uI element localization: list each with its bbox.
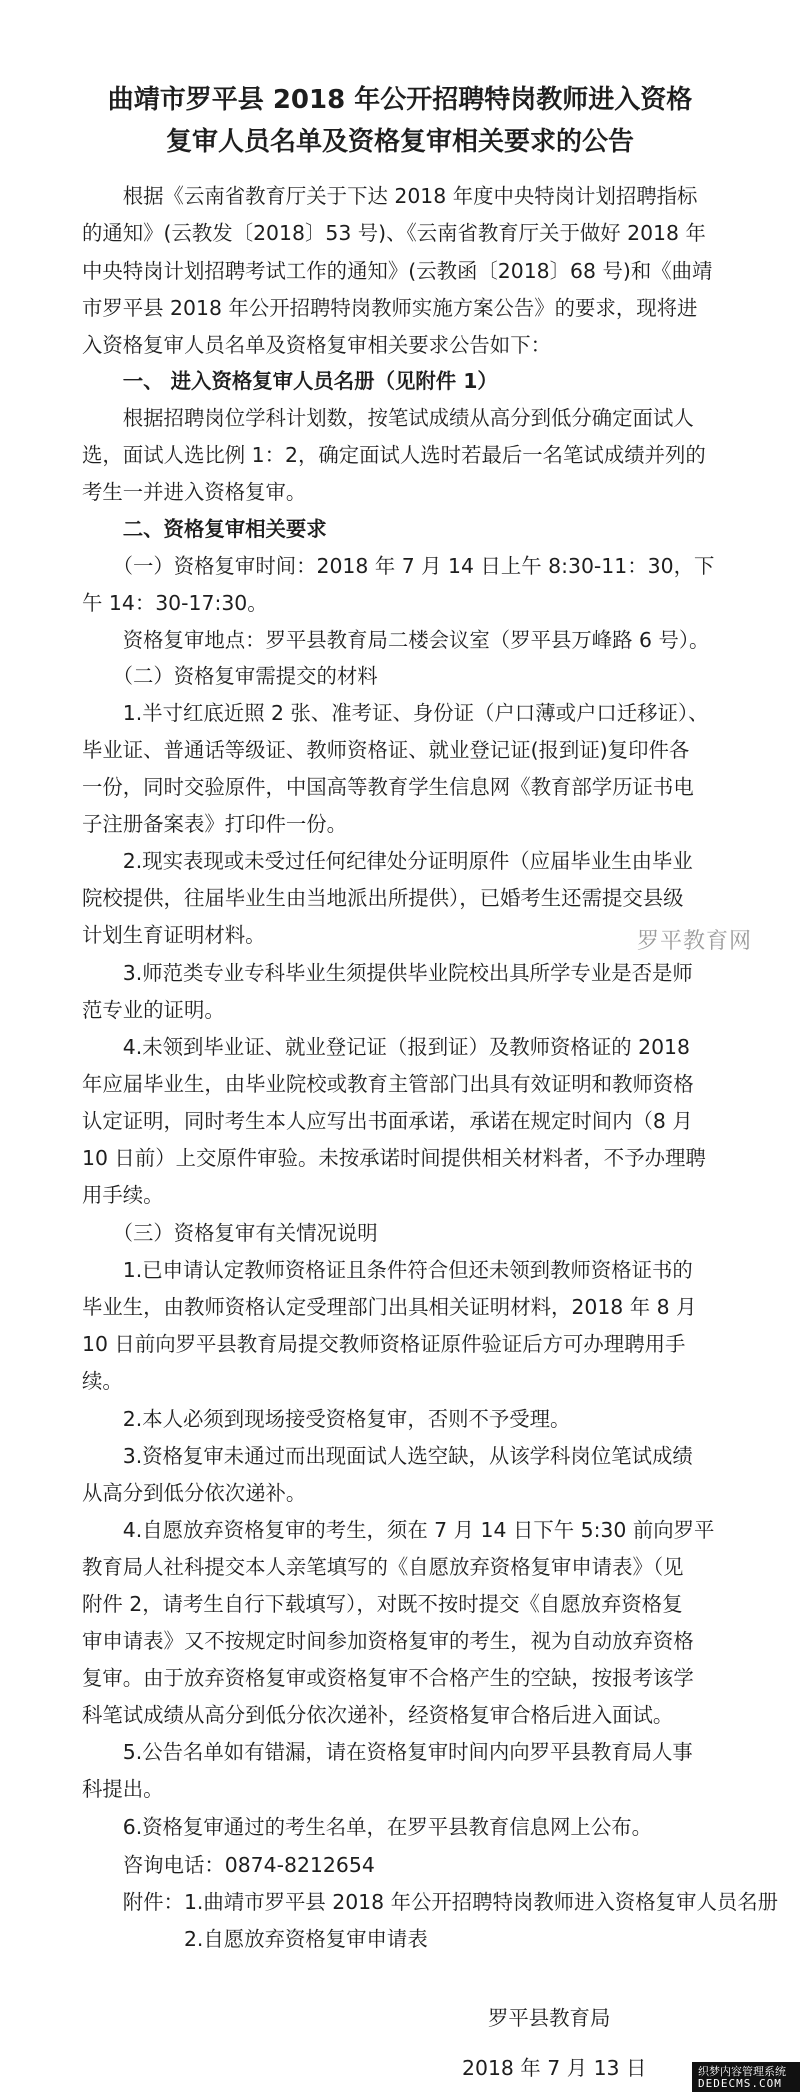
paragraph-line: 子注册备案表》打印件一份。 (82, 812, 348, 836)
paragraph-line: 1.半寸红底近照 2 张、准考证、身份证（户口薄或户口迁移证）、 (82, 701, 709, 725)
signature-org: 罗平县教育局 (488, 2006, 611, 2030)
paragraph-line: 范专业的证明。 (82, 998, 225, 1022)
paragraph-line: 市罗平县 2018 年公开招聘特岗教师实施方案公告》的要求，现将进 (82, 296, 698, 320)
section-heading: 二、资格复审相关要求 (82, 517, 327, 541)
notice-title-line-2: 复审人员名单及资格复审相关要求的公告 (165, 127, 634, 157)
paragraph-line: 4.未领到毕业证、就业登记证（报到证）及教师资格证的 2018 (82, 1035, 690, 1059)
paragraph-line: 从高分到低分依次递补。 (82, 1481, 307, 1505)
paragraph-line: 中央特岗计划招聘考试工作的通知》(云教函〔2018〕68 号)和《曲靖 (82, 259, 713, 283)
paragraph-line: 根据《云南省教育厅关于下达 2018 年度中央特岗计划招聘指标 (82, 184, 698, 208)
dedecms-badge[interactable] (692, 2062, 800, 2092)
paragraph-line: （一）资格复审时间：2018 年 7 月 14 日上午 8:30-11：30，下 (82, 554, 715, 578)
paragraph-line: 咨询电话：0874-8212654 (82, 1853, 375, 1877)
paragraph-line: 入资格复审人员名单及资格复审相关要求公告如下： (82, 333, 551, 357)
paragraph-line: 毕业生，由教师资格认定受理部门出具相关证明材料，2018 年 8 月 (82, 1295, 697, 1319)
paragraph-line: 3.资格复审未通过而出现面试人选空缺，从该学科岗位笔试成绩 (82, 1444, 693, 1468)
notice-title-line-1: 曲靖市罗平县 2018 年公开招聘特岗教师进入资格 (107, 85, 693, 115)
paragraph-line: 考生一并进入资格复审。 (82, 480, 307, 504)
paragraph-line: 审申请表》又不按规定时间参加资格复审的考生，视为自动放弃资格 (82, 1629, 694, 1653)
paragraph-line: 2.自愿放弃资格复审申请表 (82, 1927, 428, 1951)
watermark-luoping-edu: 罗平教育网 (637, 929, 753, 954)
paragraph-line: 科笔试成绩从高分到低分依次递补，经资格复审合格后进入面试。 (82, 1703, 674, 1727)
paragraph-line: 2.本人必须到现场接受资格复审，否则不予受理。 (82, 1407, 571, 1431)
paragraph-line: （二）资格复审需提交的材料 (82, 664, 378, 688)
signature-date: 2018 年 7 月 13 日 (462, 2056, 647, 2080)
paragraph-line: 一份，同时交验原件，中国高等教育学生信息网《教育部学历证书电 (82, 775, 694, 799)
paragraph-line: （三）资格复审有关情况说明 (82, 1221, 378, 1245)
badge-text-cn: 织梦内容管理系统 (698, 2065, 786, 2078)
paragraph-line: 毕业证、普通话等级证、教师资格证、就业登记证(报到证)复印件各 (82, 738, 690, 762)
paragraph-line: 3.师范类专业专科毕业生须提供毕业院校出具所学专业是否是师 (82, 961, 693, 985)
paragraph-line: 院校提供，往届毕业生由当地派出所提供），已婚考生还需提交县级 (82, 886, 684, 910)
paragraph-line: 附件：1.曲靖市罗平县 2018 年公开招聘特岗教师进入资格复审人员名册 (82, 1890, 779, 1914)
paragraph-line: 的通知》(云教发〔2018〕53 号)、《云南省教育厅关于做好 2018 年 (82, 221, 706, 245)
paragraph-line: 用手续。 (82, 1183, 164, 1207)
paragraph-line: 1.已申请认定教师资格证且条件符合但还未领到教师资格证书的 (82, 1258, 693, 1282)
paragraph-line: 资格复审地点：罗平县教育局二楼会议室（罗平县万峰路 6 号）。 (82, 628, 710, 652)
paragraph-line: 10 日前）上交原件审验。未按承诺时间提供相关材料者，不予办理聘 (82, 1146, 706, 1170)
paragraph-line: 续。 (82, 1369, 123, 1393)
section-heading: 一、 进入资格复审人员名册（见附件 1） (82, 369, 498, 393)
paragraph-line: 认定证明，同时考生本人应写出书面承诺，承诺在规定时间内（8 月 (82, 1109, 693, 1133)
paragraph-line: 5.公告名单如有错漏，请在资格复审时间内向罗平县教育局人事 (82, 1740, 693, 1764)
paragraph-line: 午 14：30-17:30。 (82, 591, 268, 615)
paragraph-line: 计划生育证明材料。 (82, 923, 266, 947)
paragraph-line: 选，面试人选比例 1：2，确定面试人选时若最后一名笔试成绩并列的 (82, 443, 706, 467)
paragraph-line: 4.自愿放弃资格复审的考生，须在 7 月 14 日下午 5:30 前向罗平 (82, 1518, 715, 1542)
paragraph-line: 年应届毕业生，由毕业院校或教育主管部门出具有效证明和教师资格 (82, 1072, 694, 1096)
paragraph-line: 根据招聘岗位学科计划数，按笔试成绩从高分到低分确定面试人 (82, 406, 694, 430)
paragraph-line: 复审。由于放弃资格复审或资格复审不合格产生的空缺，按报考该学 (82, 1666, 694, 1690)
paragraph-line: 教育局人社科提交本人亲笔填写的《自愿放弃资格复审申请表》（见 (82, 1555, 684, 1579)
paragraph-line: 10 日前向罗平县教育局提交教师资格证原件验证后方可办理聘用手 (82, 1332, 686, 1356)
paragraph-line: 科提出。 (82, 1777, 164, 1801)
paragraph-line: 6.资格复审通过的考生名单，在罗平县教育信息网上公布。 (82, 1815, 652, 1839)
badge-text-en: DEDECMS.COM (698, 2077, 782, 2090)
paragraph-line: 2.现实表现或未受过任何纪律处分证明原件（应届毕业生由毕业 (82, 849, 693, 873)
paragraph-line: 附件 2，请考生自行下载填写），对既不按时提交《自愿放弃资格复 (82, 1592, 683, 1616)
